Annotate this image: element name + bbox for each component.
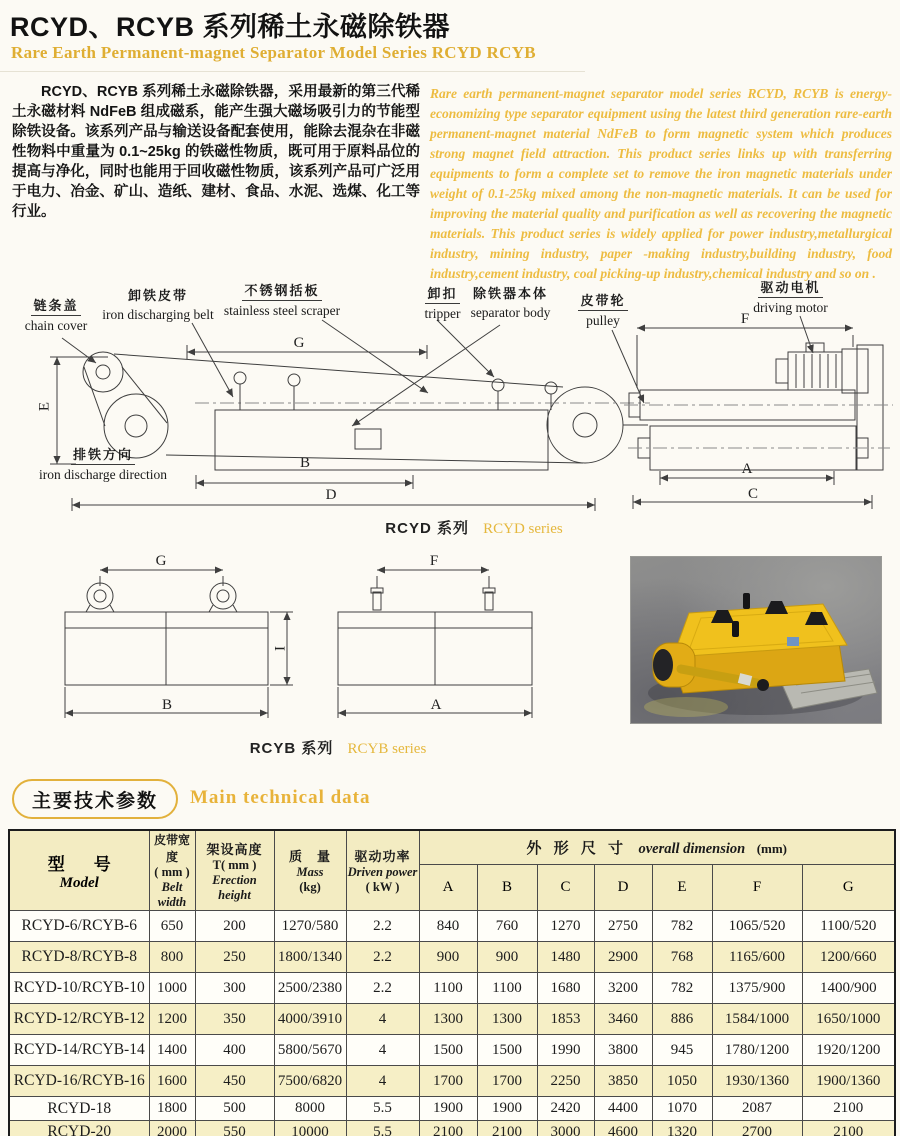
cell: 7500/6820 (274, 1066, 346, 1097)
label-stainless-steel-scraper-cn: 不锈钢括板 (242, 284, 321, 301)
cell: 1800 (149, 1097, 195, 1121)
cell: 2500/2380 (274, 973, 346, 1004)
cell: 945 (652, 1035, 712, 1066)
cell: 1650/1000 (802, 1004, 895, 1035)
dim-label-d: D (325, 487, 337, 503)
col-header-erection-unit: T( mm ) (212, 857, 257, 872)
cell: 2750 (594, 911, 652, 942)
col-header-mass-unit: (kg) (299, 880, 321, 894)
cell-model: RCYD-20 (9, 1121, 149, 1136)
cell: 1300 (419, 1004, 477, 1035)
cell: 760 (477, 911, 537, 942)
label-chain-cover-cn: 链条盖 (31, 299, 80, 316)
cell: 886 (652, 1004, 712, 1035)
label-separator-body-en: separator body (470, 304, 551, 320)
cell: 3800 (594, 1035, 652, 1066)
cell: 1853 (537, 1004, 594, 1035)
cell: 1270 (537, 911, 594, 942)
cell: 2700 (712, 1121, 802, 1136)
col-header-dim-d: D (594, 865, 652, 911)
cell: 1100 (419, 973, 477, 1004)
intro-paragraph-en: Rare earth permanent-magnet separator model series RCYD, RCYB is energy-economizing type separator equipment using the latest third generation rare-earth permanent-magnet material NdFeB to form magnetic system which produces strong magnet field attraction. This product series links up with transferring equipments to form a complete set to remove the iron magnetic materials under weight of 0.1-25kg mixed among the non-magnetic materials. It can be used for improving the material quality and purification as well as recovering the magnetic materials. This product series is widely applied for power industry,metallurgical industry, mining industry, paper -making industry,building industry, food industry,cement industry, coal picking-up industry,chemical industry and so on . (430, 86, 892, 281)
cell: 3200 (594, 973, 652, 1004)
cell: 1800/1340 (274, 942, 346, 973)
cell: 500 (195, 1097, 274, 1121)
main-technical-data-table (8, 829, 896, 1136)
cell-model: RCYD-10/RCYB-10 (9, 973, 149, 1004)
label-tripper-cn: 卸扣 (425, 287, 459, 304)
cell-model: RCYD-14/RCYB-14 (9, 1035, 149, 1066)
cell: 1990 (537, 1035, 594, 1066)
cell: 1270/580 (274, 911, 346, 942)
cell: 4400 (594, 1097, 652, 1121)
cell: 1900 (419, 1097, 477, 1121)
cell: 2.2 (346, 942, 419, 973)
dim-label-c: C (747, 486, 758, 502)
col-header-dim-f: F (712, 865, 802, 911)
cell: 1070 (652, 1097, 712, 1121)
cell: 5.5 (346, 1097, 419, 1121)
label-iron-discharging-belt-cn: 卸铁皮带 (127, 288, 188, 303)
cell-model: RCYD-16/RCYB-16 (9, 1066, 149, 1097)
label-chain-cover-en: chain cover (24, 317, 88, 333)
cell: 1500 (419, 1035, 477, 1066)
product-photo (630, 556, 882, 724)
cell: 1400 (149, 1035, 195, 1066)
cell: 1200 (149, 1004, 195, 1035)
rcyd-caption (354, 517, 594, 538)
cell: 2420 (537, 1097, 594, 1121)
label-stainless-steel-scraper-en: stainless steel scraper (223, 302, 341, 318)
cell: 550 (195, 1121, 274, 1136)
cell: 1375/900 (712, 973, 802, 1004)
col-header-power-unit: ( kW ) (365, 880, 400, 894)
cell-model: RCYD-18 (9, 1097, 149, 1121)
cell: 1400/900 (802, 973, 895, 1004)
cell: 4 (346, 1004, 419, 1035)
col-header-overall-en: overall dimension (638, 841, 746, 858)
spec-table-wrapper (8, 829, 896, 1136)
cell: 1920/1200 (802, 1035, 895, 1066)
table-row (9, 1097, 895, 1121)
dim-label-b2: B (161, 697, 172, 713)
col-header-dim-e: E (652, 865, 712, 911)
tech-data-heading-en: Main technical data (190, 787, 371, 808)
col-header-overall-dimension (419, 830, 895, 865)
label-driving-motor (738, 279, 843, 315)
cell: 1700 (477, 1066, 537, 1097)
page-title: RCYD、RCYB 系列稀土永磁除铁器 (10, 12, 451, 42)
col-header-driven-power (346, 830, 419, 911)
cell: 10000 (274, 1121, 346, 1136)
cell: 450 (195, 1066, 274, 1097)
cell: 1500 (477, 1035, 537, 1066)
page-subtitle: Rare Earth Permanent-magnet Separator Model Series RCYD RCYB (11, 43, 536, 62)
col-header-dim-a: A (419, 865, 477, 911)
col-header-belt-en: Belt width (157, 880, 187, 909)
col-header-erection-en: Erection height (212, 872, 257, 902)
cell-model: RCYD-6/RCYB-6 (9, 911, 149, 942)
cell: 4 (346, 1066, 419, 1097)
col-header-mass (274, 830, 346, 911)
col-header-belt-unit: ( mm ) (154, 865, 190, 879)
cell: 840 (419, 911, 477, 942)
cell: 3000 (537, 1121, 594, 1136)
rcyb-caption-cn: RCYB 系列 (249, 740, 334, 757)
label-separator-body-cn: 除铁器本体 (472, 286, 548, 301)
label-pulley-en: pulley (586, 312, 620, 328)
cell: 768 (652, 942, 712, 973)
label-iron-discharging-belt (88, 287, 228, 322)
label-driving-motor-cn: 驱动电机 (758, 281, 822, 298)
col-header-erection-height (195, 830, 274, 911)
col-header-power-cn: 驱动功率 (354, 849, 411, 864)
cell: 5800/5670 (274, 1035, 346, 1066)
col-header-model-cn: 型 号 (47, 854, 117, 874)
rcyd-caption-en: RCYD series (483, 521, 563, 537)
col-header-mass-cn: 质 量 (288, 849, 331, 864)
col-header-dim-b: B (477, 865, 537, 911)
rcyd-caption-cn: RCYD 系列 (385, 520, 469, 537)
dim-label-a2: A (430, 697, 442, 713)
cell: 2087 (712, 1097, 802, 1121)
cell: 2250 (537, 1066, 594, 1097)
table-row (9, 1004, 895, 1035)
cell: 1100/520 (802, 911, 895, 942)
table-row (9, 1066, 895, 1097)
rcyb-caption-en: RCYB series (347, 741, 427, 757)
table-row (9, 1035, 895, 1066)
col-header-power-en: Driven power (347, 865, 418, 879)
cell: 1930/1360 (712, 1066, 802, 1097)
col-header-belt-width (149, 830, 195, 911)
label-iron-discharge-direction-en: iron discharge direction (39, 466, 167, 482)
dim-label-i: I (272, 646, 289, 651)
cell: 2100 (802, 1097, 895, 1121)
cell: 1000 (149, 973, 195, 1004)
cell: 1680 (537, 973, 594, 1004)
cell: 1050 (652, 1066, 712, 1097)
label-driving-motor-en: driving motor (753, 299, 828, 315)
label-separator-body (458, 285, 563, 320)
cell: 2900 (594, 942, 652, 973)
cell: 2100 (419, 1121, 477, 1136)
cell: 2.2 (346, 973, 419, 1004)
cell: 900 (419, 942, 477, 973)
col-header-dim-g: G (802, 865, 895, 911)
cell: 1100 (477, 973, 537, 1004)
cell: 1200/660 (802, 942, 895, 973)
cell: 650 (149, 911, 195, 942)
cell: 782 (652, 973, 712, 1004)
col-header-dim-c: C (537, 865, 594, 911)
cell: 3850 (594, 1066, 652, 1097)
label-pulley (572, 292, 634, 328)
dim-label-g: G (293, 335, 305, 351)
tech-data-heading-pill: 主要技术参数 (12, 779, 178, 819)
cell: 1780/1200 (712, 1035, 802, 1066)
label-tripper-en: tripper (424, 305, 461, 321)
cell: 300 (195, 973, 274, 1004)
cell: 2100 (802, 1121, 895, 1136)
cell: 1165/600 (712, 942, 802, 973)
cell: 900 (477, 942, 537, 973)
cell: 400 (195, 1035, 274, 1066)
cell: 2.2 (346, 911, 419, 942)
label-iron-discharge-direction-cn: 排铁方向 (71, 448, 135, 465)
table-row (9, 973, 895, 1004)
cell: 800 (149, 942, 195, 973)
col-header-erection-cn: 架设高度 (206, 841, 263, 857)
cell: 1480 (537, 942, 594, 973)
cell: 1065/520 (712, 911, 802, 942)
cell: 1700 (419, 1066, 477, 1097)
col-header-model-en: Model (59, 874, 99, 891)
cell: 250 (195, 942, 274, 973)
cell-model: RCYD-8/RCYB-8 (9, 942, 149, 973)
table-row (9, 1121, 895, 1136)
cell: 1900/1360 (802, 1066, 895, 1097)
cell: 4600 (594, 1121, 652, 1136)
cell: 1300 (477, 1004, 537, 1035)
cell: 1900 (477, 1097, 537, 1121)
col-header-overall-cn: 外 形 尺 寸 (526, 840, 628, 858)
col-header-overall-unit: (mm) (756, 841, 788, 857)
dim-label-e: E (36, 401, 53, 412)
dim-label-f: F (740, 311, 750, 327)
table-row (9, 911, 895, 942)
col-header-belt-cn: 皮带宽度 (153, 833, 190, 864)
label-stainless-steel-scraper (212, 282, 352, 318)
dim-label-a: A (741, 461, 753, 477)
cell: 200 (195, 911, 274, 942)
intro-paragraph-cn: RCYD、RCYB 系列稀土永磁除铁器，采用最新的第三代稀土永磁材料 NdFeB 组成磁系，能产生强大磁场吸引力的节能型除铁设备。该系列产品与输送设备配套使用，能除去混杂在非磁性物料中重量为 0.1~25kg 的铁磁性物质，既可用于原料品位的提高与净化，同时也能用于回收磁性物质，该系列产品可广泛用于电力、冶金、矿山、造纸、建材、食品、水泥、选煤、化工等行业。 (12, 84, 420, 220)
cell: 4 (346, 1035, 419, 1066)
cell: 350 (195, 1004, 274, 1035)
col-header-model (9, 830, 149, 911)
label-pulley-cn: 皮带轮 (578, 294, 627, 311)
dim-label-g2: G (155, 553, 167, 569)
label-iron-discharge-direction (12, 446, 194, 482)
rcyb-caption (218, 737, 458, 758)
cell-model: RCYD-12/RCYB-12 (9, 1004, 149, 1035)
cell: 8000 (274, 1097, 346, 1121)
label-iron-discharging-belt-en: iron discharging belt (102, 306, 214, 322)
cell: 1320 (652, 1121, 712, 1136)
dim-label-f2: F (429, 553, 439, 569)
col-header-mass-en: Mass (296, 865, 324, 879)
dim-label-b: B (299, 455, 310, 471)
cell: 5.5 (346, 1121, 419, 1136)
separator-machine-illustration (631, 557, 881, 723)
table-row (9, 942, 895, 973)
cell: 1600 (149, 1066, 195, 1097)
cell: 3460 (594, 1004, 652, 1035)
cell: 782 (652, 911, 712, 942)
cell: 4000/3910 (274, 1004, 346, 1035)
cell: 2100 (477, 1121, 537, 1136)
header-divider (0, 71, 585, 72)
cell: 2000 (149, 1121, 195, 1136)
table-header-row-top (9, 830, 895, 865)
cell: 1584/1000 (712, 1004, 802, 1035)
